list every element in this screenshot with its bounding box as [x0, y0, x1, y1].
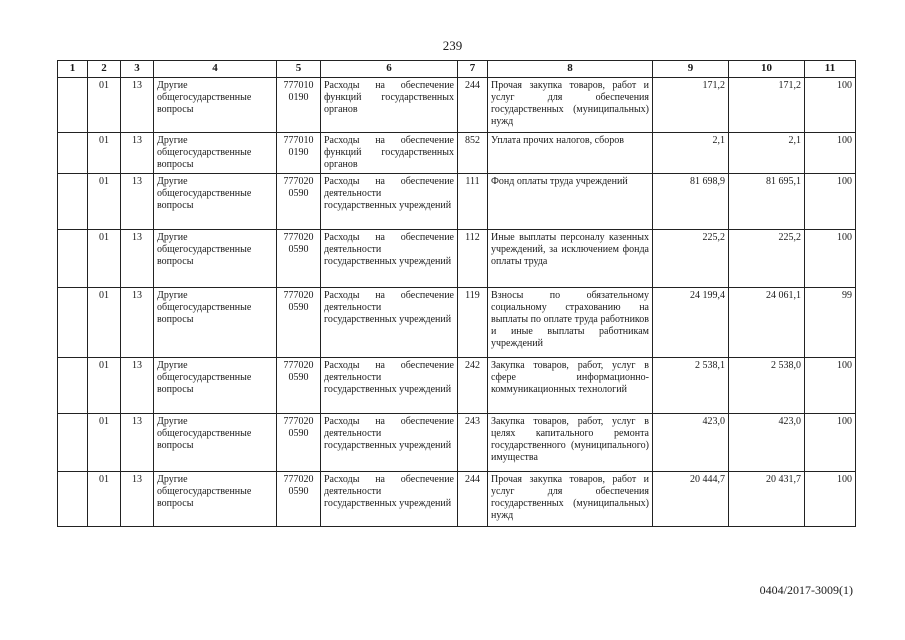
execution-percent: 100	[805, 472, 856, 527]
target-article-name: Расходы на обеспечение деятельности государственных учреждений	[321, 174, 458, 230]
expense-type-code: 244	[458, 472, 488, 527]
subsection-code: 13	[121, 414, 154, 472]
section-code: 01	[88, 78, 121, 133]
column-header-2: 2	[88, 61, 121, 78]
execution-percent: 100	[805, 78, 856, 133]
column-header-9: 9	[653, 61, 729, 78]
col1-cell	[58, 230, 88, 288]
col1-cell	[58, 288, 88, 358]
section-name: Другие общегосударственные вопросы	[154, 230, 277, 288]
executed-amount: 2 538,0	[729, 358, 805, 414]
column-header-6: 6	[321, 61, 458, 78]
column-header-1: 1	[58, 61, 88, 78]
executed-amount: 225,2	[729, 230, 805, 288]
target-article-code: 777010 0190	[277, 78, 321, 133]
section-code: 01	[88, 358, 121, 414]
expense-type-name: Прочая закупка товаров, работ и услуг для обеспечения государственных (муниципальных) нужд	[488, 78, 653, 133]
target-article-code: 777020 0590	[277, 472, 321, 527]
expense-type-code: 112	[458, 230, 488, 288]
section-name: Другие общегосударственные вопросы	[154, 288, 277, 358]
target-article-code: 777020 0590	[277, 230, 321, 288]
planned-amount: 171,2	[653, 78, 729, 133]
table-row	[58, 288, 856, 358]
table-body	[58, 78, 856, 527]
column-header-7: 7	[458, 61, 488, 78]
target-article-code: 777020 0590	[277, 288, 321, 358]
target-article-name: Расходы на обеспечение функций государственных органов	[321, 78, 458, 133]
section-name: Другие общегосударственные вопросы	[154, 414, 277, 472]
expense-type-code: 119	[458, 288, 488, 358]
planned-amount: 225,2	[653, 230, 729, 288]
expense-type-name: Уплата прочих налогов, сборов	[488, 133, 653, 174]
table-row	[58, 358, 856, 414]
target-article-name: Расходы на обеспечение деятельности государственных учреждений	[321, 414, 458, 472]
expense-type-name: Иные выплаты персоналу казенных учреждений, за исключением фонда оплаты труда	[488, 230, 653, 288]
document-code: 0404/2017-3009(1)	[759, 583, 853, 597]
execution-percent: 100	[805, 358, 856, 414]
target-article-name: Расходы на обеспечение деятельности государственных учреждений	[321, 230, 458, 288]
executed-amount: 423,0	[729, 414, 805, 472]
expense-type-code: 111	[458, 174, 488, 230]
expense-type-name: Взносы по обязательному социальному страхованию на выплаты по оплате труда работников и иные выплаты работникам учреждений	[488, 288, 653, 358]
col1-cell	[58, 133, 88, 174]
expense-type-code: 244	[458, 78, 488, 133]
col1-cell	[58, 358, 88, 414]
planned-amount: 423,0	[653, 414, 729, 472]
section-name: Другие общегосударственные вопросы	[154, 133, 277, 174]
target-article-code: 777020 0590	[277, 174, 321, 230]
planned-amount: 20 444,7	[653, 472, 729, 527]
target-article-code: 777020 0590	[277, 414, 321, 472]
planned-amount: 81 698,9	[653, 174, 729, 230]
table-row	[58, 133, 856, 174]
planned-amount: 24 199,4	[653, 288, 729, 358]
col1-cell	[58, 472, 88, 527]
subsection-code: 13	[121, 288, 154, 358]
expense-type-name: Закупка товаров, работ, услуг в целях капитального ремонта государственного (муниципального) имущества	[488, 414, 653, 472]
column-header-8: 8	[488, 61, 653, 78]
target-article-code: 777010 0190	[277, 133, 321, 174]
column-header-11: 11	[805, 61, 856, 78]
table-row	[58, 414, 856, 472]
target-article-name: Расходы на обеспечение деятельности государственных учреждений	[321, 288, 458, 358]
execution-percent: 100	[805, 174, 856, 230]
table-row	[58, 174, 856, 230]
column-header-4: 4	[154, 61, 277, 78]
col1-cell	[58, 414, 88, 472]
target-article-name: Расходы на обеспечение деятельности государственных учреждений	[321, 358, 458, 414]
subsection-code: 13	[121, 472, 154, 527]
expense-type-code: 242	[458, 358, 488, 414]
column-header-5: 5	[277, 61, 321, 78]
section-name: Другие общегосударственные вопросы	[154, 472, 277, 527]
section-name: Другие общегосударственные вопросы	[154, 78, 277, 133]
executed-amount: 24 061,1	[729, 288, 805, 358]
executed-amount: 81 695,1	[729, 174, 805, 230]
expense-type-name: Прочая закупка товаров, работ и услуг для обеспечения государственных (муниципальных) нужд	[488, 472, 653, 527]
column-header-3: 3	[121, 61, 154, 78]
planned-amount: 2,1	[653, 133, 729, 174]
section-code: 01	[88, 133, 121, 174]
expense-type-name: Закупка товаров, работ, услуг в сфере информационно-коммуникационных технологий	[488, 358, 653, 414]
section-code: 01	[88, 414, 121, 472]
target-article-name: Расходы на обеспечение деятельности государственных учреждений	[321, 472, 458, 527]
col1-cell	[58, 174, 88, 230]
expense-type-code: 852	[458, 133, 488, 174]
budget-table	[57, 60, 856, 527]
expense-type-code: 243	[458, 414, 488, 472]
executed-amount: 171,2	[729, 78, 805, 133]
execution-percent: 99	[805, 288, 856, 358]
execution-percent: 100	[805, 133, 856, 174]
page-number: 239	[442, 38, 463, 53]
section-code: 01	[88, 472, 121, 527]
execution-percent: 100	[805, 414, 856, 472]
planned-amount: 2 538,1	[653, 358, 729, 414]
column-header-10: 10	[729, 61, 805, 78]
subsection-code: 13	[121, 230, 154, 288]
section-code: 01	[88, 174, 121, 230]
subsection-code: 13	[121, 174, 154, 230]
section-code: 01	[88, 288, 121, 358]
expense-type-name: Фонд оплаты труда учреждений	[488, 174, 653, 230]
executed-amount: 20 431,7	[729, 472, 805, 527]
section-name: Другие общегосударственные вопросы	[154, 358, 277, 414]
subsection-code: 13	[121, 133, 154, 174]
section-code: 01	[88, 230, 121, 288]
executed-amount: 2,1	[729, 133, 805, 174]
table-row	[58, 472, 856, 527]
execution-percent: 100	[805, 230, 856, 288]
table-row	[58, 78, 856, 133]
target-article-name: Расходы на обеспечение функций государственных органов	[321, 133, 458, 174]
section-name: Другие общегосударственные вопросы	[154, 174, 277, 230]
subsection-code: 13	[121, 358, 154, 414]
table-row	[58, 230, 856, 288]
col1-cell	[58, 78, 88, 133]
target-article-code: 777020 0590	[277, 358, 321, 414]
subsection-code: 13	[121, 78, 154, 133]
header-row	[58, 61, 856, 78]
